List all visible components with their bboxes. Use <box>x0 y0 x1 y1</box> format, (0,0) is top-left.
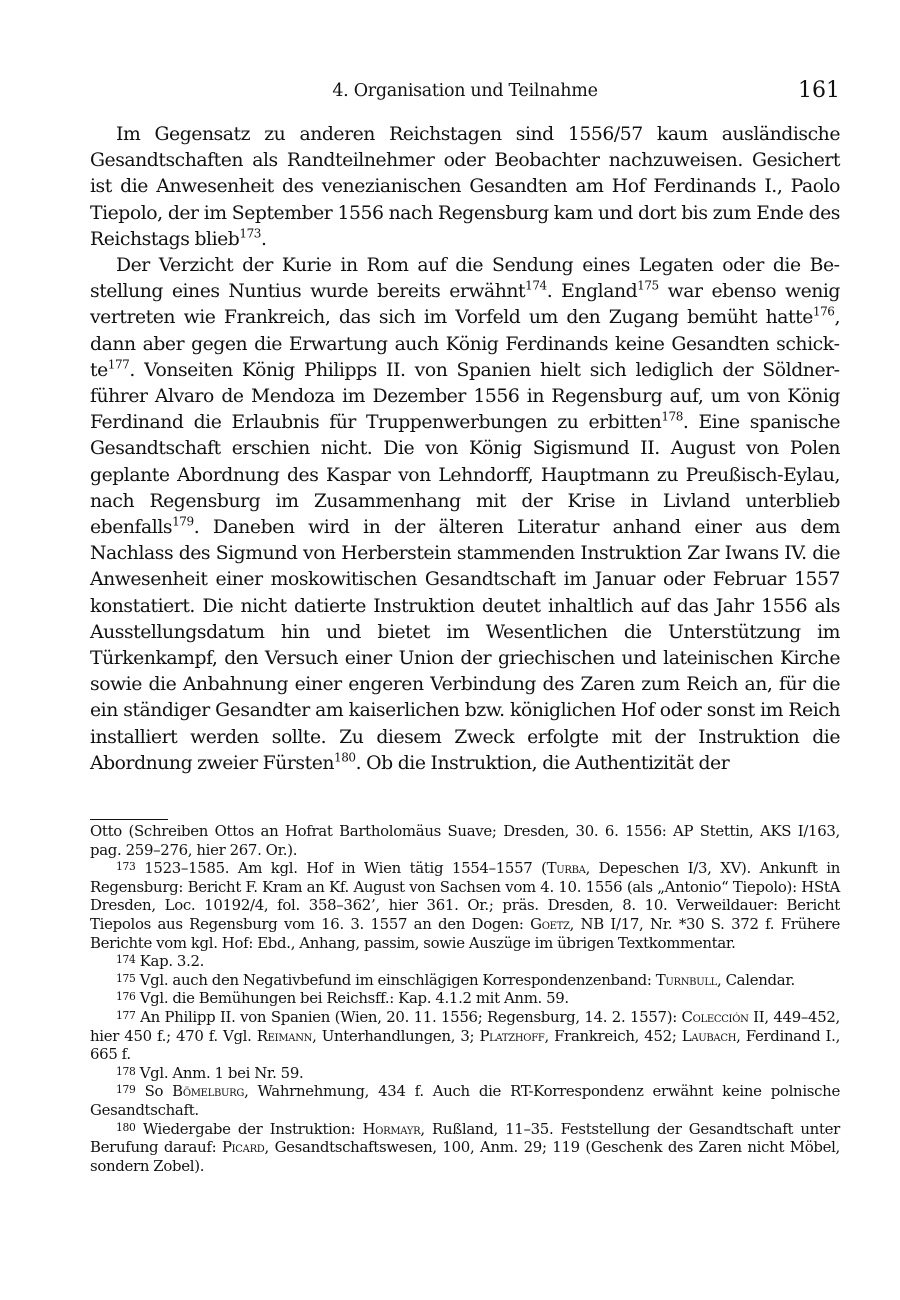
footnote-180 <box>90 1120 840 1176</box>
footnote-text: So <box>135 1082 173 1101</box>
footnote-text: Wiedergabe der Instruktion: <box>135 1119 363 1138</box>
running-header <box>90 76 840 106</box>
footnote-ref-173[interactable]: 173 <box>239 226 261 241</box>
footnote-divider <box>90 819 168 820</box>
footnote-text: , NB I/17, Nr. *30 S. 372 f. Frühere Berichte vom kgl. Hof: Ebd., Anhang, passim, sowie Auszüge im übrigen Textkommentar. <box>90 914 840 952</box>
author-name: Colección <box>681 1007 749 1026</box>
footnote-number: 176 <box>116 990 136 1004</box>
footnote-text: Vgl. die Bemühungen bei Reichsff.: Kap. 4.1.2 mit Anm. 59. <box>135 989 569 1008</box>
author-name: Laubach <box>681 1026 737 1045</box>
text-run: , dann aber gegen die Erwartung auch König Ferdinands keine Gesandten schickte <box>90 307 840 381</box>
footnote-179 <box>90 1082 840 1119</box>
footnote-text: Vgl. auch den Negativbefund im einschlägigen Korrespondenzenband: <box>135 970 656 989</box>
footnote-176 <box>90 989 840 1008</box>
author-name: Platzhoff <box>479 1026 545 1045</box>
footnote-text: An Philipp II. von Spanien (Wien, 20. 11. 1556; Regensburg, 14. 2. 1557): <box>135 1007 682 1026</box>
footnote-text: II, 449–452, hier 450 f.; 470 f. Vgl. <box>90 1007 840 1045</box>
footnote-text: , Rußland, 11–35. Feststellung der Gesandtschaft unter Berufung darauf: <box>90 1119 840 1157</box>
footnote-text: Vgl. Anm. 1 bei Nr. 59. <box>135 1063 304 1082</box>
author-name: Goetz <box>530 914 570 933</box>
text-run: . Vonseiten König Philipps II. von Spanien hielt sich lediglich der Söldnerführer Alvaro de Mendoza im Dezember 1556 in Regensburg auf, um von König Ferdinand die Erlaubnis für Truppenwerbungen zu erbitten <box>90 359 840 434</box>
running-title: 4. Organisation und Teilnahme <box>332 81 598 101</box>
footnote-number: 180 <box>116 1120 136 1134</box>
author-name: Turnbull <box>655 970 718 989</box>
footnote-ref-179[interactable]: 179 <box>172 514 194 529</box>
text-run: . England <box>546 281 638 303</box>
text-run: . Ob die Instruktion, die Authentizität der <box>355 752 730 774</box>
footnote-ref-178[interactable]: 178 <box>661 409 683 424</box>
footnote-text: , Wahrnehmung, 434 f. Auch die RT-Korrespondenz erwähnt keine polnische Gesandtschaft. <box>90 1082 840 1119</box>
footnote-number: 175 <box>116 971 136 985</box>
footnote-number: 177 <box>116 1008 136 1022</box>
paragraph-1 <box>90 122 840 253</box>
author-name: Hormayr <box>362 1119 421 1138</box>
footnote-ref-174[interactable]: 174 <box>525 278 547 293</box>
footnote-text: , Unterhandlungen, 3; <box>312 1026 480 1045</box>
footnote-text: , Frankreich, 452; <box>544 1026 682 1045</box>
footnote-ref-177[interactable]: 177 <box>107 357 130 372</box>
text-run: . <box>260 228 267 250</box>
footnote-text: , Depeschen I/3, XV). Ankunft in Regensburg: Bericht F. Kram an Kf. August von Sachsen vom 4. 10. 1556 (als „Antonio“ Tiepolo): HStA Dresden, Loc. 10192/4, fol. 358–362’, hier 361. Or.; präs. Dresden, 8. 10. Verweildauer: Bericht Tiepolos aus Regensburg vom 16. 3. 1557 an den Dogen: <box>90 859 840 933</box>
footnote-number: 178 <box>116 1064 136 1078</box>
text-run: Im Gegensatz zu anderen Reichstagen sind 1556/57 kaum ausländische Gesandtschaften als Randteilnehmer oder Beobachter nachzuweisen. Gesichert ist die Anwesenheit des venezianischen Gesandten am Hof Ferdinands I., Paolo Tiepolo, der im September 1556 nach Regensburg kam und dort bis zum Ende des Reichstags blieb <box>90 124 840 250</box>
author-name: Bömelburg <box>172 1082 245 1101</box>
text-run: . Daneben wird in der älteren Literatur anhand einer aus dem Nachlass des Sigmund von Herberstein stammenden Instruktion Zar Iwans IV. die Anwesenheit einer moskowitischen Gesandtschaft im Januar oder Februar 1557 konstatiert. Die nicht datierte Instruktion deutet inhaltlich auf das Jahr 1556 als Ausstellungsdatum hin und bietet im Wesentlichen die Unterstützung im Türkenkampf, den Versuch einer Union der griechischen und lateinischen Kirche sowie die Anbahnung einer engeren Verbindung des Zaren zum Reich an, für die ein ständiger Gesandter am kaiserlichen bzw. königlichen Hof oder sonst im Reich installiert werden sollte. Zu diesem Zweck erfolgte mit der Instruktion die Abordnung zweier Fürsten <box>90 517 840 774</box>
footnote-number: 173 <box>116 859 136 873</box>
author-name: Turba <box>546 859 586 878</box>
footnote-ref-176[interactable]: 176 <box>812 304 835 319</box>
footnote-173 <box>90 859 840 952</box>
footnote-ref-175[interactable]: 175 <box>637 278 659 293</box>
footnote-174 <box>90 952 840 971</box>
author-name: Picard <box>221 1138 265 1157</box>
footnote-text: Kap. 3.2. <box>135 952 205 971</box>
footnote-continuation: Otto (Schreiben Ottos an Hofrat Bartholomäus Suave; Dresden, 30. 6. 1556: AP Stettin, AKS I/163, pag. 259–276, hier 267. Or.). <box>90 822 840 859</box>
footnote-number: 174 <box>116 952 136 966</box>
text-run: . Eine spanische Gesandtschaft erschien nicht. Die von König Sigismund II. August von Polen geplante Abordnung des Kaspar von Lehndorff, Hauptmann zu Preußisch-Eylau, nach Regensburg im Zusammenhang mit der Krise in Livland unterblieb ebenfalls <box>90 412 841 539</box>
footnote-ref-180[interactable]: 180 <box>334 750 356 765</box>
text-run: war ebenso wenig vertreten wie Frankreich, das sich im Vorfeld um den Zugang bemüht hatte <box>90 281 841 329</box>
footnote-175 <box>90 971 840 990</box>
footnote-number: 179 <box>116 1083 136 1097</box>
footnote-text: 1523–1585. Am kgl. Hof in Wien tätig 1554–1557 ( <box>135 859 547 878</box>
page-number: 161 <box>798 78 840 103</box>
footnote-text: , Gesandtschaftswesen, 100, Anm. 29; 119 (Geschenk des Zaren nicht Möbel, sondern Zobel). <box>90 1138 840 1175</box>
paragraph-2 <box>90 253 840 777</box>
author-name: Reimann <box>256 1026 313 1045</box>
text-run: Der Verzicht der Kurie in Rom auf die Sendung eines Legaten oder die Bestellung eines Nuntius wurde bereits erwähnt <box>90 255 840 303</box>
footnote-text: , Calendar. <box>717 970 795 989</box>
main-text <box>90 122 840 777</box>
footnote-177 <box>90 1008 840 1064</box>
footnotes <box>90 822 840 1175</box>
footnote-178 <box>90 1064 840 1083</box>
footnote-text: , Ferdinand I., 665 f. <box>90 1026 841 1064</box>
